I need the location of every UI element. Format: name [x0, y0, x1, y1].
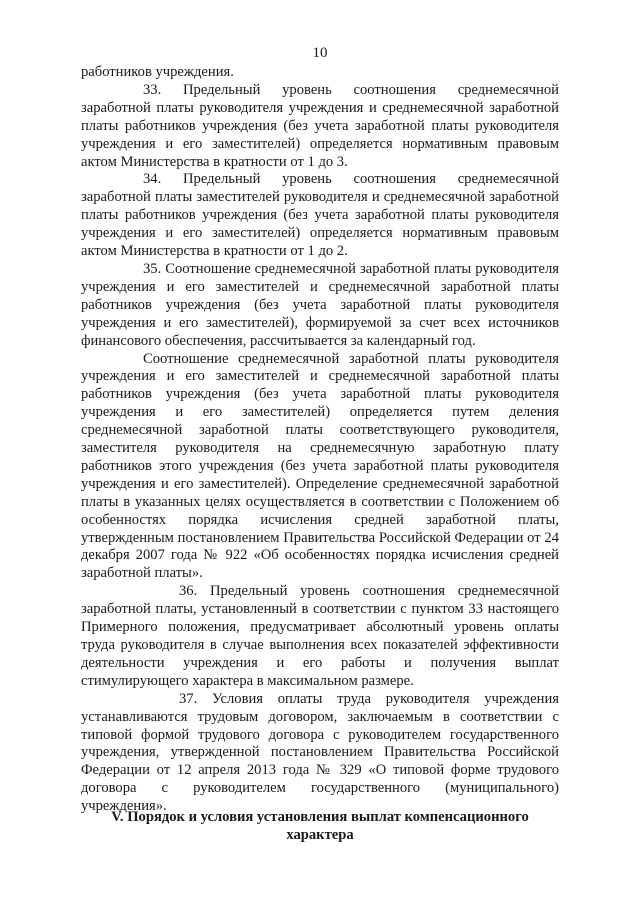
section-heading	[81, 808, 559, 844]
paragraph-34: 34. Предельный уровень соотношения среднемесячной заработной платы заместителей руководителя и среднемесячной заработной платы работников учреждения (без учета заработной платы руководителя учреждения и его заместителей) определяется нормативным правовым актом Министерства в кратности от 1 до 2.	[81, 171, 559, 260]
section-heading-line-1: V. Порядок и условия установления выплат компенсационного	[111, 809, 529, 825]
paragraph-continuation: работников учреждения.	[81, 64, 234, 80]
paragraph-33: 33. Предельный уровень соотношения среднемесячной заработной платы руководителя учреждения и среднемесячной заработной платы работников учреждения (без учета заработной платы руководителя учреждения и его заместителей) определяется нормативным правовым актом Министерства в кратности от 1 до 3.	[81, 81, 559, 170]
paragraph-36: 36. Предельный уровень соотношения среднемесячной заработной платы, установленный в соответствии с пунктом 33 настоящего Примерного положения, предусматривает абсолютный уровень оплаты труда руководителя в случае выполнения всех показателей эффективности деятельности учреждения и его работы и получения выплат стимулирующего характера в максимальном размере.	[81, 583, 559, 689]
page-number: 10	[312, 45, 328, 61]
paragraph-35: 35. Соотношение среднемесячной заработной платы руководителя учреждения и его заместителей и среднемесячной заработной платы работников учреждения (без учета заработной платы руководителя учреждения и его заместителей), формируемой за счет всех источников финансового обеспечения, рассчитывается за календарный год.	[81, 260, 559, 349]
section-heading-line-2: характера	[286, 827, 354, 843]
paragraph-35-ratio: Соотношение среднемесячной заработной платы руководителя учреждения и его заместителей и среднемесячной заработной платы работников учреждения (без учета заработной платы руководителя учреждения и его заместителей) определяется путем деления среднемесячной заработной платы соответствующего руководителя, заместителя руководителя на среднемесячную заработную плату работников этого учреждения (без учета заработной платы руководителя учреждения и его заместителей). Определение среднемесячной заработной платы в указанных целях осуществляется в соответствии с Положением об особенностях порядка исчисления средней заработной платы, утвержденным постановлением Правительства Российской Федерации от 24 декабря 2007 года № 922 «Об особенностях порядка исчисления средней заработной платы».	[81, 350, 559, 582]
paragraph-37: 37. Условия оплаты труда руководителя учреждения устанавливаются трудовым договором, заключаемым в соответствии с типовой формой трудового договора с руководителем государственного учреждения, утвержденной постановлением Правительства Российской Федерации от 12 апреля 2013 года № 329 «О типовой форме трудового договора с руководителем государственного (муниципального) учреждения».	[81, 690, 559, 815]
document-body	[81, 64, 559, 816]
